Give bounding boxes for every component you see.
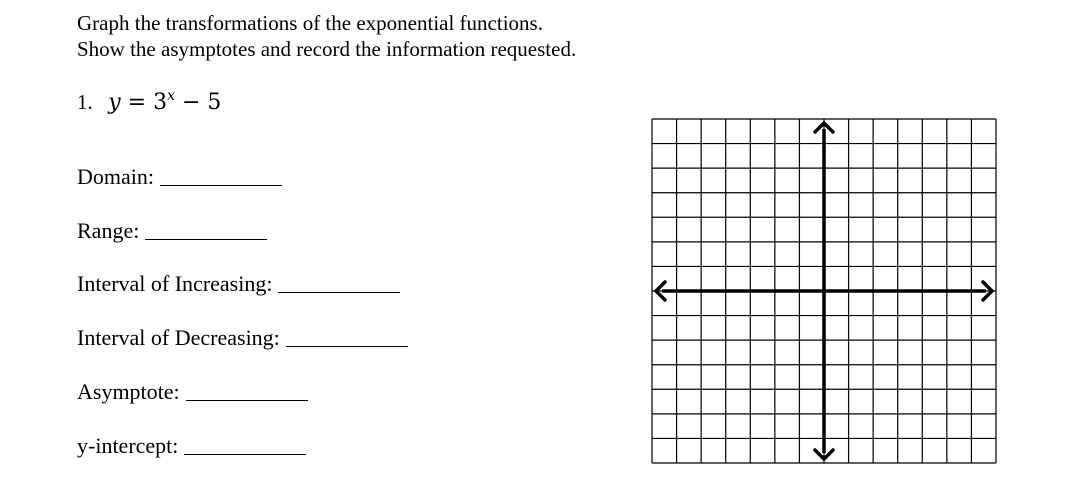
equation-rhs: − 5 [175, 90, 222, 115]
equation-base: = 3 [120, 90, 168, 115]
decreasing-field [77, 325, 408, 351]
instruction-line-1: Graph the transformations of the exponential functions. [77, 11, 543, 35]
increasing-field [77, 271, 400, 297]
domain-answer-blank[interactable] [160, 184, 282, 186]
increasing-answer-blank[interactable] [278, 291, 400, 293]
asymptote-label: Asymptote: [77, 379, 180, 404]
asymptote-answer-blank[interactable] [186, 399, 308, 401]
instruction-line-2: Show the asymptotes and record the information requested. [77, 37, 577, 61]
y-intercept-answer-blank[interactable] [184, 453, 306, 455]
equation-lhs: y [108, 90, 121, 115]
coordinate-grid[interactable] [651, 118, 997, 464]
y-intercept-field [77, 433, 306, 459]
function-equation [108, 90, 221, 115]
problem-number: 1. [77, 90, 93, 114]
decreasing-answer-blank[interactable] [286, 345, 408, 347]
domain-field [77, 164, 282, 190]
range-field [77, 218, 267, 244]
asymptote-field [77, 379, 308, 405]
equation-exponent: x [167, 88, 176, 104]
increasing-label: Interval of Increasing: [77, 271, 273, 296]
problem-statement [77, 88, 221, 115]
range-label: Range: [77, 218, 140, 243]
domain-label: Domain: [77, 164, 154, 189]
range-answer-blank[interactable] [145, 238, 267, 240]
grid-svg[interactable] [651, 118, 997, 464]
instructions [77, 10, 576, 62]
decreasing-label: Interval of Decreasing: [77, 325, 280, 350]
y-intercept-label: y-intercept: [77, 433, 179, 458]
